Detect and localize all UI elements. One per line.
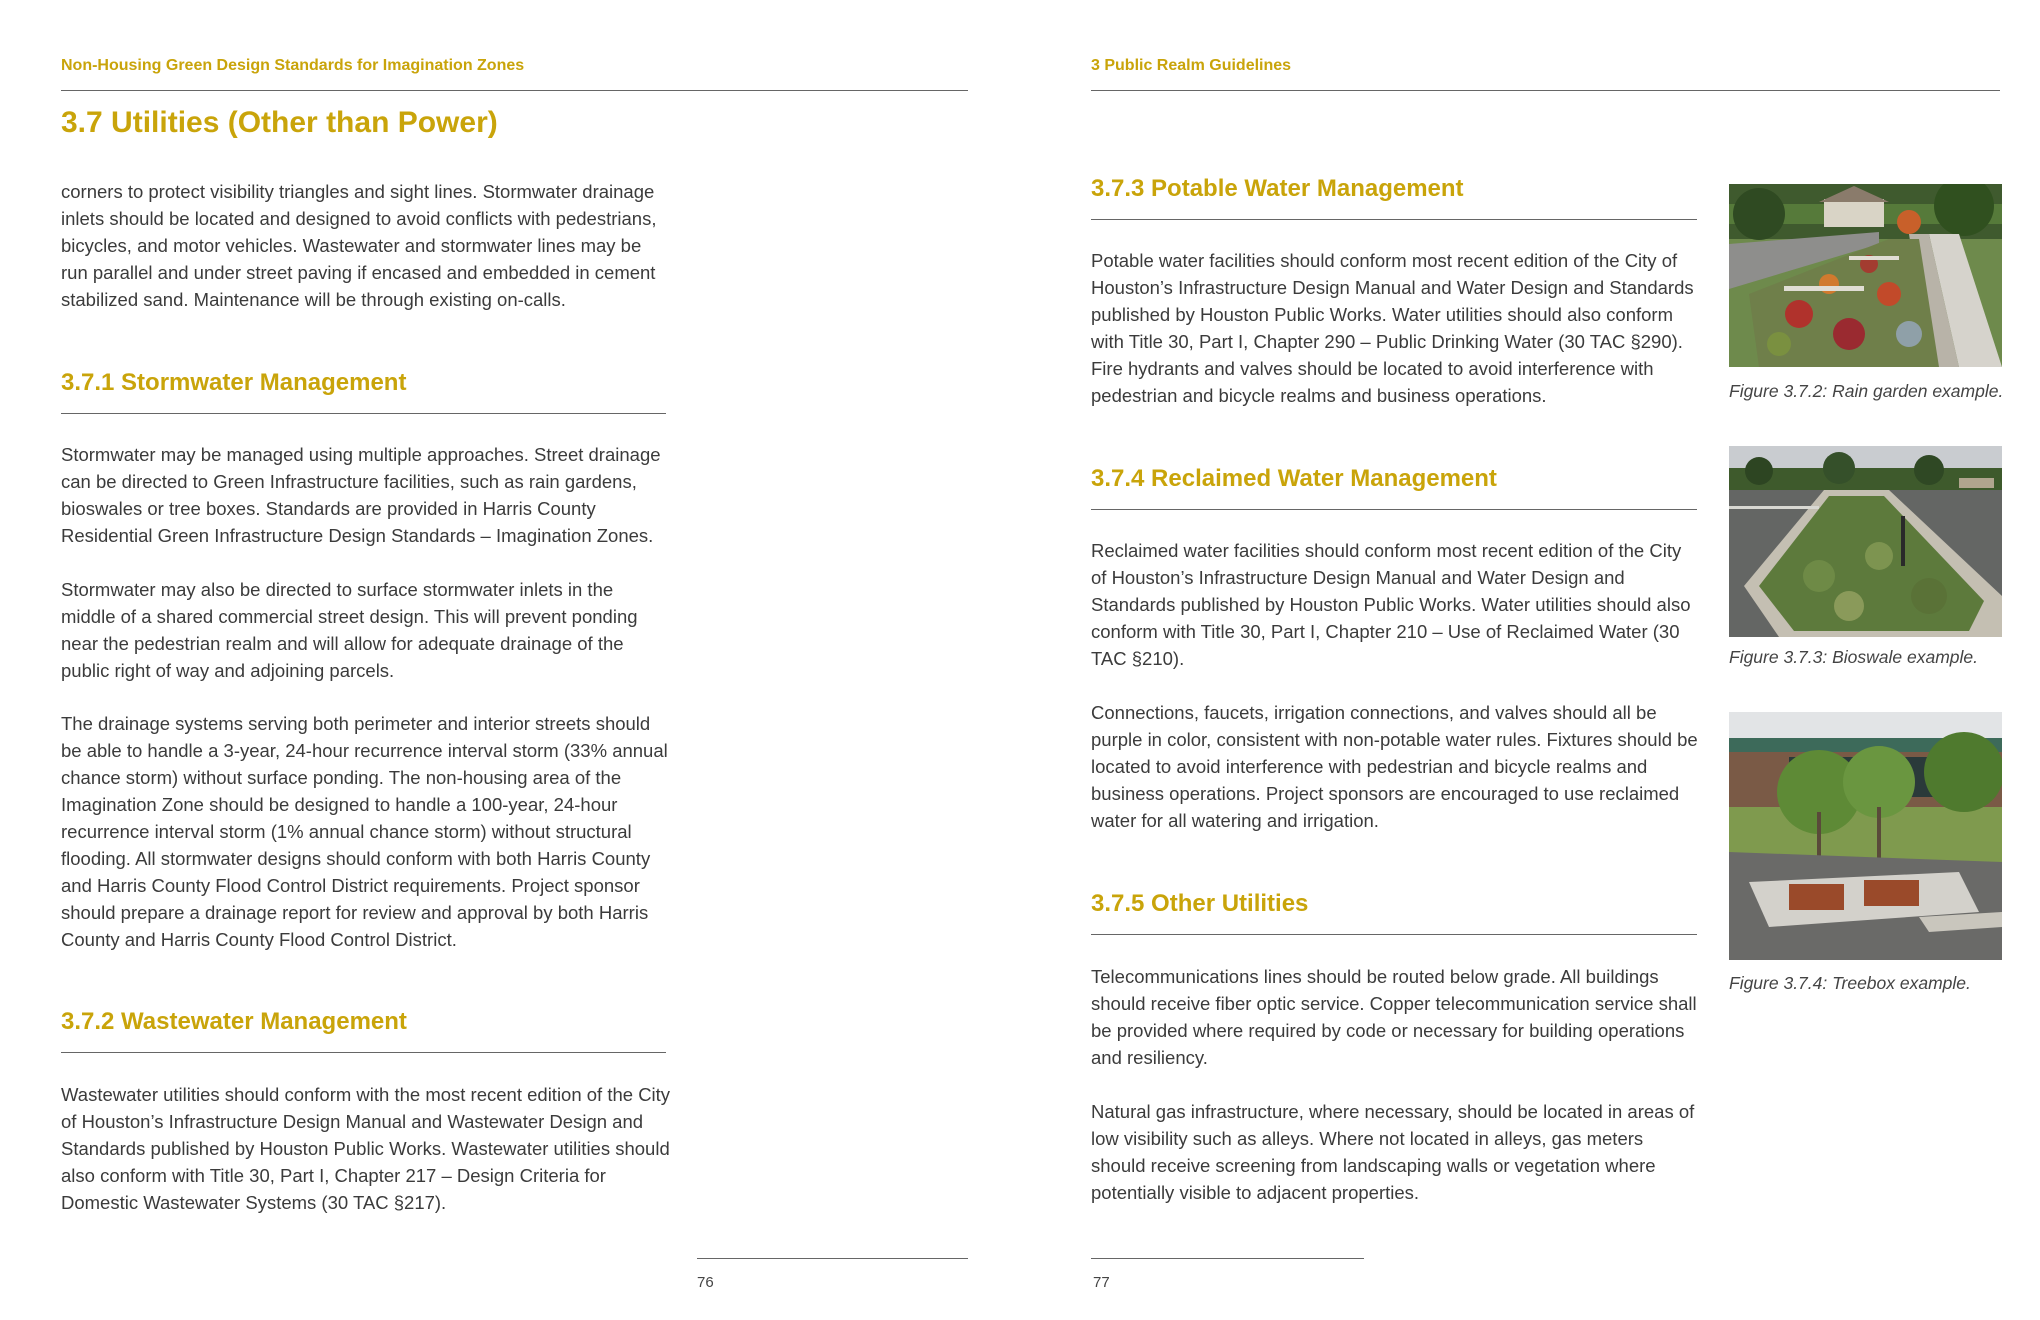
other-utilities-heading: 3.7.5 Other Utilities [1091,890,1309,917]
wastewater-heading-rule [61,1052,666,1053]
potable-heading: 3.7.3 Potable Water Management [1091,175,1464,202]
stormwater-paragraph-2: Stormwater may also be directed to surface stormwater inlets in the middle of a shared commercial street design. This will prevent ponding near the pedestrian realm and will allow for adequate drainage of the public right of way and adjoining parcels. [61,579,638,681]
wastewater-paragraph-1: Wastewater utilities should conform with the most recent edition of the City of Houston’s Infrastructure Design Manual and Wastewater Design and Standards published by Houston Public Works. Wastewater utilities should also conform with Title 30, Part I, Chapter 217 – Design Criteria for Domestic Wastewater Systems (30 TAC §217). [61,1084,671,1213]
reclaimed-paragraph-1: Reclaimed water facilities should conform most recent edition of the City of Houston’s Infrastructure Design Manual and Water Design and Standards published by Houston Public Works. Water utilities should also conform with Title 30, Part I, Chapter 210 – Use of Reclaimed Water (30 TAC §210). [1091,540,1691,669]
right-running-head: 3 Public Realm Guidelines [1091,57,1292,74]
reclaimed-heading: 3.7.4 Reclaimed Water Management [1091,465,1497,492]
rain-garden-photo [1729,184,2002,367]
bioswale-photo [1729,446,2002,637]
stormwater-heading-rule [61,413,666,414]
stormwater-paragraph-1: Stormwater may be managed using multiple approaches. Street drainage can be directed to Green Infrastructure facilities, such as rain gardens, bioswales or tree boxes. Standards are provided in Harris County Residential Green Infrastructure Design Standards – Imagination Zones. [61,444,661,546]
right-page-number: 77 [1093,1274,1110,1291]
left-footer-rule [697,1258,968,1259]
potable-paragraph-1: Potable water facilities should conform most recent edition of the City of Houston’s Infrastructure Design Manual and Water Design and Standards published by Houston Public Works. Water utilities should also conform with Title 30, Part I, Chapter 290 – Public Drinking Water (30 TAC §290). Fire hydrants and valves should be located to avoid interference with pedestrian and bicycle realms and business operations. [1091,250,1694,406]
left-page-number: 76 [697,1274,714,1291]
left-running-head: Non-Housing Green Design Standards for Imagination Zones [61,57,525,74]
stormwater-heading: 3.7.1 Stormwater Management [61,369,407,396]
reclaimed-heading-rule [1091,509,1697,510]
reclaimed-paragraph-2: Connections, faucets, irrigation connections, and valves should all be purple in color, consistent with non-potable water rules. Fixtures should be located to avoid interference with pedestrian and bicycle realms and business operations. Project sponsors are encouraged to use reclaimed water for all watering and irrigation. [1091,702,1698,831]
treebox-photo [1729,712,2002,960]
other-utilities-paragraph-1: Telecommunications lines should be routed below grade. All buildings should receive fiber optic service. Copper telecommunication service shall be provided where required by code or necessary for building operations and resiliency. [1091,966,1697,1068]
right-footer-rule [1091,1258,1364,1259]
left-header-rule [61,90,968,91]
other-utilities-paragraph-2: Natural gas infrastructure, where necessary, should be located in areas of low visibility such as alleys. Where not located in alleys, gas meters should receive screening from landscaping walls or vegetation where potentially visible to adjacent properties. [1091,1101,1695,1203]
right-header-rule [1091,90,2000,91]
stormwater-paragraph-3: The drainage systems serving both perimeter and interior streets should be able to handle a 3-year, 24-hour recurrence interval storm (33% annual chance storm) without surface ponding. The non-housing area of the Imagination Zone should be designed to handle a 100-year, 24-hour recurrence interval storm (1% annual chance storm) without structural flooding. All stormwater designs should conform with both Harris County and Harris County Flood Control District requirements. Project sponsor should prepare a drainage report for review and approval by both Harris County and Harris County Flood Control District. [61,713,668,950]
bioswale-caption: Figure 3.7.3: Bioswale example. [1729,647,1979,667]
treebox-caption: Figure 3.7.4: Treebox example. [1729,973,1971,993]
other-utilities-heading-rule [1091,934,1697,935]
rain-garden-caption: Figure 3.7.2: Rain garden example. [1729,381,2004,401]
wastewater-heading: 3.7.2 Wastewater Management [61,1008,407,1035]
intro-paragraph: corners to protect visibility triangles and sight lines. Stormwater drainage inlets should be located and designed to avoid conflicts with pedestrians, bicycles, and motor vehicles. Wastewater and stormwater lines may be run parallel and under street paving if encased and embedded in cement stabilized sand. Maintenance will be through existing on-calls. [61,181,657,310]
section-title: 3.7 Utilities (Other than Power) [61,106,498,139]
potable-heading-rule [1091,219,1697,220]
